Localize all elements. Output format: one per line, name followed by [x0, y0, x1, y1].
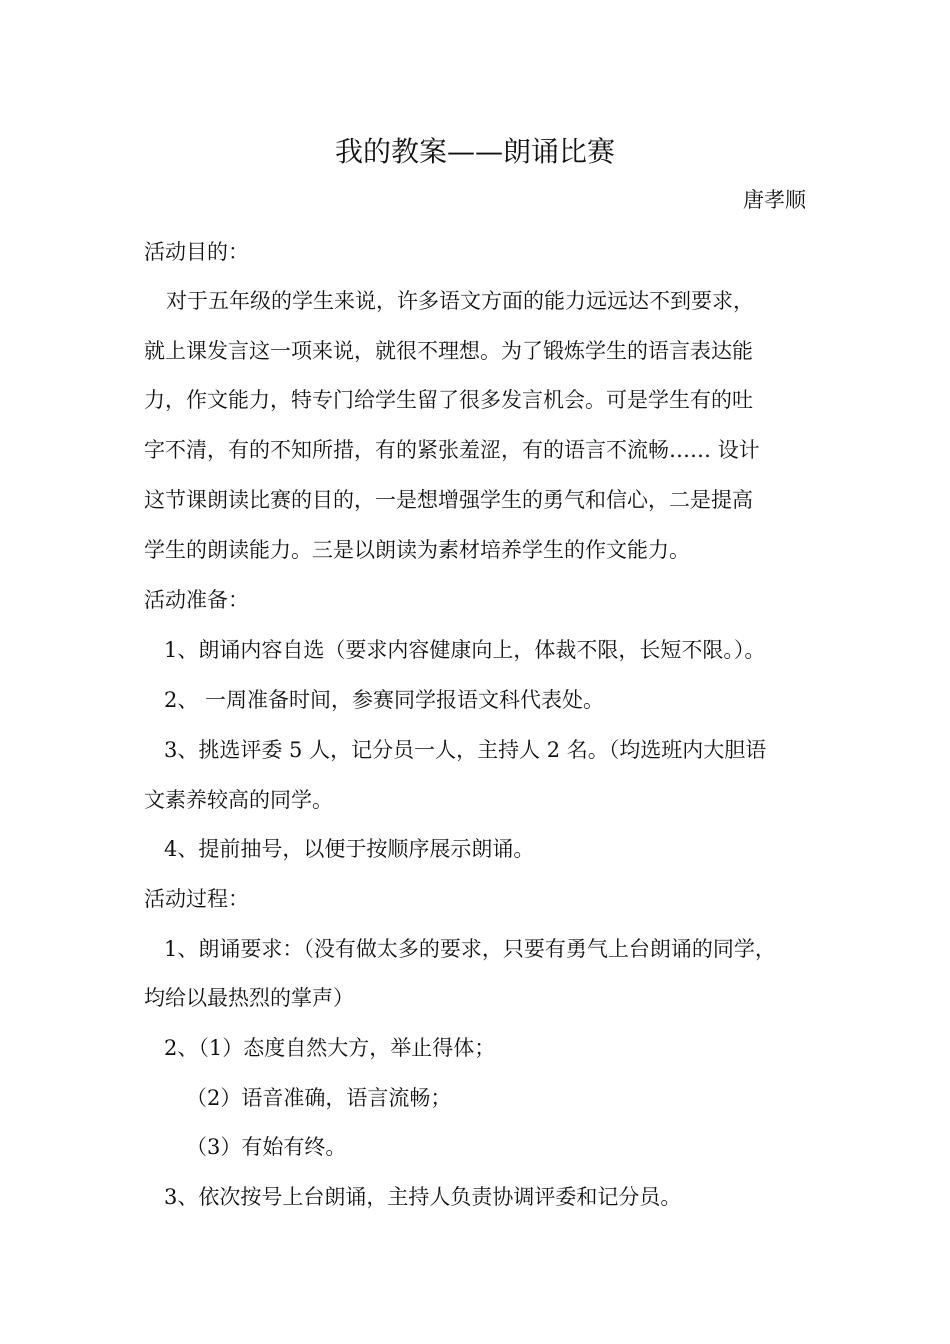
- process-item: 3、依次按号上台朗诵，主持人负责协调评委和记分员。: [164, 1185, 682, 1209]
- purpose-paragraph-line: 就上课发言这一项来说，就很不理想。为了锻炼学生的语言表达能: [144, 339, 753, 363]
- purpose-paragraph-line: 对于五年级的学生来说，许多语文方面的能力远远达不到要求，: [166, 289, 754, 313]
- process-subitem: （3）有始有终。: [186, 1135, 347, 1159]
- preparation-item: 2、 一周准备时间，参赛同学报语文科代表处。: [164, 688, 605, 712]
- preparation-item: 3、挑选评委 5 人，记分员一人，主持人 2 名。（均选班内大胆语: [164, 738, 767, 762]
- section-heading-preparation: 活动准备：: [144, 588, 249, 612]
- process-item: 1、朗诵要求：（没有做太多的要求，只要有勇气上台朗诵的同学，: [164, 937, 776, 961]
- preparation-item-continuation: 文素养较高的同学。: [144, 788, 333, 812]
- purpose-paragraph-line: 学生的朗读能力。三是以朗读为素材培养学生的作文能力。: [144, 538, 690, 562]
- author-name: 唐孝顺: [743, 188, 806, 212]
- document-title: 我的教案——朗诵比赛: [334, 135, 615, 168]
- purpose-paragraph-line: 力，作文能力，特专门给学生留了很多发言机会。可是学生有的吐: [144, 388, 753, 412]
- purpose-paragraph-line: 这节课朗读比赛的目的，一是想增强学生的勇气和信心，二是提高: [144, 488, 753, 512]
- process-subitem: （2）语音准确，语言流畅；: [186, 1086, 452, 1110]
- process-item-continuation: 均给以最热烈的掌声）: [144, 986, 354, 1010]
- process-item: 2、（1）态度自然大方，举止得体；: [164, 1036, 496, 1060]
- preparation-item: 4、提前抽号，以便于按顺序展示朗诵。: [164, 837, 535, 861]
- preparation-item: 1、朗诵内容自选（要求内容健康向上，体裁不限，长短不限。）。: [164, 638, 766, 662]
- purpose-paragraph-line: 字不清，有的不知所措，有的紧张羞涩，有的语言不流畅…… 设计: [144, 438, 760, 462]
- section-heading-purpose: 活动目的：: [144, 240, 249, 264]
- section-heading-process: 活动过程：: [144, 887, 249, 911]
